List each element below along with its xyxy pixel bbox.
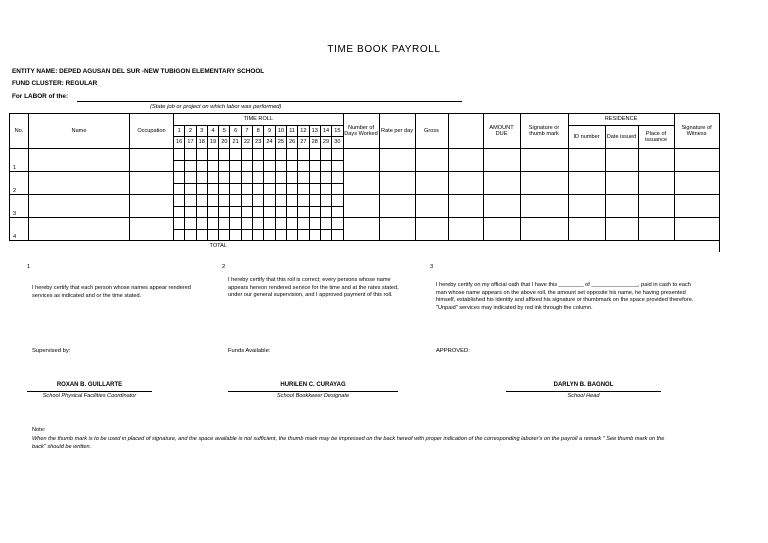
- time-roll-cell[interactable]: [174, 149, 185, 161]
- col-id-number-header: ID number: [568, 126, 605, 149]
- col-amount-due-header: AMOUNT DUE: [483, 114, 520, 149]
- time-roll-cell[interactable]: [196, 172, 207, 184]
- time-roll-cell[interactable]: [298, 183, 309, 195]
- cert-3-signatory: DARLYN B. BAGNOL: [553, 382, 614, 388]
- cert-2-signature-line: [228, 391, 398, 392]
- time-roll-cell[interactable]: [196, 160, 207, 172]
- time-roll-cell[interactable]: [241, 206, 252, 218]
- cert-3-text: I hereby certify on my official oath that I have this ________ of _______________, paid in cash to each man whose name appears on the above roll, the amount set opposite his name, he having presented himself, established his identity and affixed his signature or thumbmark on the space provided therefore. "Unpaid" services may indicated by red ink through the column.: [436, 282, 694, 311]
- total-row: [10, 241, 720, 252]
- time-roll-cell[interactable]: [241, 229, 252, 241]
- day-header-cell: 12: [298, 126, 309, 137]
- time-roll-cell[interactable]: [275, 172, 286, 184]
- note-text: When the thumb mark is to be used in placed of signature, and the space available is not sufficient, the thumb mark may be impressed on the back hereof with proper indication of the corresponding laborer's on the payroll a remark " See thumb mark on the back" should be written.: [32, 436, 665, 450]
- rate-cell[interactable]: [379, 172, 415, 195]
- time-roll-cell[interactable]: [286, 195, 297, 207]
- id-number-cell[interactable]: [568, 172, 605, 195]
- day-header-cell: 18: [196, 137, 207, 149]
- time-roll-cell[interactable]: [253, 172, 264, 184]
- time-roll-cell[interactable]: [253, 183, 264, 195]
- amount-due-cell[interactable]: [483, 149, 520, 172]
- time-roll-cell[interactable]: [230, 183, 241, 195]
- time-roll-cell[interactable]: [320, 160, 331, 172]
- time-roll-cell[interactable]: [320, 172, 331, 184]
- time-roll-cell[interactable]: [241, 195, 252, 207]
- cert-1-position: School Physical Facilities Coordinator: [42, 393, 137, 399]
- days-worked-cell[interactable]: [343, 218, 379, 241]
- time-roll-cell[interactable]: [241, 149, 252, 161]
- time-roll-cell[interactable]: [230, 229, 241, 241]
- cert-3-label: APPROVED:: [436, 348, 470, 354]
- time-roll-cell[interactable]: [298, 206, 309, 218]
- time-roll-cell[interactable]: [219, 149, 230, 161]
- rate-cell[interactable]: [379, 218, 415, 241]
- time-roll-cell[interactable]: [264, 218, 275, 230]
- signature-cell[interactable]: [520, 149, 568, 172]
- gross-cell[interactable]: [415, 218, 448, 241]
- time-roll-header: TIME ROLL: [174, 114, 344, 126]
- time-roll-cell[interactable]: [174, 172, 185, 184]
- time-roll-cell[interactable]: [309, 160, 320, 172]
- rate-cell[interactable]: [379, 149, 415, 172]
- cert-2-position: School Bookkeeer Designate: [276, 393, 350, 399]
- time-roll-cell[interactable]: [196, 206, 207, 218]
- fund-cluster: FUND CLUSTER: REGULAR: [12, 80, 98, 87]
- time-roll-cell[interactable]: [230, 149, 241, 161]
- day-header-cell: 10: [275, 126, 286, 137]
- time-roll-cell[interactable]: [309, 195, 320, 207]
- name-cell[interactable]: [29, 172, 130, 195]
- cert-1-signature-line: [27, 391, 152, 392]
- col-witness-header: Signature of Witness: [674, 114, 719, 149]
- time-roll-cell[interactable]: [230, 195, 241, 207]
- day-header-cell: 19: [207, 137, 218, 149]
- day-header-cell: 28: [309, 137, 320, 149]
- day-header-cell: 20: [219, 137, 230, 149]
- time-roll-cell[interactable]: [207, 160, 218, 172]
- time-roll-cell[interactable]: [253, 195, 264, 207]
- time-roll-cell[interactable]: [332, 206, 343, 218]
- cert-2-text: I hereby certify that this roll is correct; every persons whose name appears hereon rendered service for the time and at the rates stated, under our general supervision, and I approved payment of this roll.: [228, 277, 399, 299]
- name-cell[interactable]: [29, 195, 130, 218]
- page-title: TIME BOOK PAYROLL: [327, 44, 441, 55]
- date-issued-cell[interactable]: [605, 218, 638, 241]
- time-roll-cell[interactable]: [264, 195, 275, 207]
- time-roll-cell[interactable]: [298, 172, 309, 184]
- time-roll-cell[interactable]: [320, 218, 331, 230]
- witness-cell[interactable]: [674, 195, 719, 218]
- time-roll-cell[interactable]: [196, 149, 207, 161]
- cert-2-number: 2: [222, 264, 226, 270]
- time-roll-cell[interactable]: [253, 218, 264, 230]
- place-issuance-cell[interactable]: [638, 149, 674, 172]
- signature-cell[interactable]: [520, 172, 568, 195]
- payroll-table: [9, 113, 720, 252]
- time-roll-cell[interactable]: [264, 149, 275, 161]
- time-roll-cell[interactable]: [196, 183, 207, 195]
- time-roll-cell[interactable]: [309, 206, 320, 218]
- row-number: 1: [10, 149, 29, 172]
- time-roll-cell[interactable]: [320, 195, 331, 207]
- day-header-cell: 8: [253, 126, 264, 137]
- cert-1-text: I hereby certify that each person whose names appear rendered services as indicated and or the time stated.: [32, 285, 191, 299]
- time-roll-cell[interactable]: [332, 195, 343, 207]
- time-roll-cell[interactable]: [230, 218, 241, 230]
- gross-cell[interactable]: [415, 149, 448, 172]
- time-roll-cell[interactable]: [298, 218, 309, 230]
- time-roll-cell[interactable]: [207, 206, 218, 218]
- time-roll-cell[interactable]: [219, 172, 230, 184]
- time-roll-cell[interactable]: [219, 183, 230, 195]
- time-roll-cell[interactable]: [275, 218, 286, 230]
- time-roll-cell[interactable]: [185, 160, 196, 172]
- time-roll-cell[interactable]: [320, 149, 331, 161]
- col-occupation-header: Occupation: [130, 114, 174, 149]
- col-signature-header: Signature or thumb mark: [520, 114, 568, 149]
- day-header-cell: 3: [196, 126, 207, 137]
- residence-header: RESIDENCE: [568, 114, 674, 126]
- time-roll-cell[interactable]: [298, 229, 309, 241]
- time-roll-cell[interactable]: [332, 160, 343, 172]
- time-roll-cell[interactable]: [275, 206, 286, 218]
- table-row: [10, 172, 720, 184]
- time-roll-cell[interactable]: [230, 206, 241, 218]
- days-worked-cell[interactable]: [343, 172, 379, 195]
- time-roll-cell[interactable]: [286, 172, 297, 184]
- day-header-cell: 5: [219, 126, 230, 137]
- place-issuance-cell[interactable]: [638, 218, 674, 241]
- time-roll-cell[interactable]: [219, 229, 230, 241]
- time-roll-cell[interactable]: [174, 183, 185, 195]
- cert-1-signatory: ROXAN B. GUILLARTE: [56, 382, 123, 388]
- col-days-worked-header: Number of Days Worked: [343, 114, 379, 149]
- time-roll-cell[interactable]: [309, 218, 320, 230]
- day-header-cell: 15: [332, 126, 343, 137]
- col-date-issued-header: Date issued: [605, 126, 638, 149]
- time-roll-cell[interactable]: [298, 195, 309, 207]
- time-roll-cell[interactable]: [174, 160, 185, 172]
- table-row: [10, 195, 720, 207]
- time-roll-cell[interactable]: [207, 149, 218, 161]
- time-roll-cell[interactable]: [286, 183, 297, 195]
- time-roll-cell[interactable]: [174, 206, 185, 218]
- days-worked-cell[interactable]: [343, 149, 379, 172]
- time-roll-cell[interactable]: [230, 172, 241, 184]
- entity-name: ENTITY NAME: DEPED AGUSAN DEL SUR -NEW TUBIGON ELEMENTARY SCHOOL: [12, 68, 265, 75]
- id-number-cell[interactable]: [568, 195, 605, 218]
- time-roll-cell[interactable]: [207, 172, 218, 184]
- blank-cell[interactable]: [448, 172, 483, 195]
- col-gross-header: Gross: [415, 114, 448, 149]
- total-label: TOTAL: [10, 241, 720, 252]
- time-roll-cell[interactable]: [219, 160, 230, 172]
- time-roll-cell[interactable]: [241, 183, 252, 195]
- time-roll-cell[interactable]: [241, 172, 252, 184]
- time-roll-cell[interactable]: [298, 160, 309, 172]
- time-roll-cell[interactable]: [309, 172, 320, 184]
- time-roll-cell[interactable]: [185, 172, 196, 184]
- time-roll-cell[interactable]: [264, 160, 275, 172]
- time-roll-cell[interactable]: [207, 183, 218, 195]
- signature-cell[interactable]: [520, 195, 568, 218]
- time-roll-cell[interactable]: [275, 195, 286, 207]
- id-number-cell[interactable]: [568, 149, 605, 172]
- time-roll-cell[interactable]: [230, 160, 241, 172]
- time-roll-cell[interactable]: [275, 149, 286, 161]
- time-roll-cell[interactable]: [185, 149, 196, 161]
- blank-cell[interactable]: [448, 218, 483, 241]
- date-issued-cell[interactable]: [605, 149, 638, 172]
- time-roll-cell[interactable]: [332, 229, 343, 241]
- gross-cell[interactable]: [415, 172, 448, 195]
- col-name-header: Name: [29, 114, 130, 149]
- place-issuance-cell[interactable]: [638, 195, 674, 218]
- day-header-cell: 25: [275, 137, 286, 149]
- time-roll-cell[interactable]: [286, 206, 297, 218]
- time-roll-cell[interactable]: [253, 229, 264, 241]
- time-roll-cell[interactable]: [185, 206, 196, 218]
- day-header-cell: 26: [286, 137, 297, 149]
- labor-for-label: For LABOR of the:: [12, 93, 69, 100]
- col-no-header: No.: [10, 114, 29, 149]
- cert-3-signature-line: [506, 391, 661, 392]
- time-roll-cell[interactable]: [253, 149, 264, 161]
- time-roll-cell[interactable]: [332, 172, 343, 184]
- witness-cell[interactable]: [674, 172, 719, 195]
- day-header-cell: 27: [298, 137, 309, 149]
- time-roll-cell[interactable]: [219, 218, 230, 230]
- day-header-cell: 13: [309, 126, 320, 137]
- day-header-cell: 14: [320, 126, 331, 137]
- time-roll-cell[interactable]: [264, 229, 275, 241]
- row-number: 4: [10, 218, 29, 241]
- col-place-issuance-header: Place of issuance: [638, 126, 674, 149]
- time-roll-cell[interactable]: [320, 183, 331, 195]
- time-roll-cell[interactable]: [207, 229, 218, 241]
- blank-cell[interactable]: [448, 195, 483, 218]
- date-issued-cell[interactable]: [605, 172, 638, 195]
- occupation-cell[interactable]: [130, 218, 174, 241]
- time-roll-cell[interactable]: [196, 195, 207, 207]
- time-roll-cell[interactable]: [286, 229, 297, 241]
- time-roll-cell[interactable]: [207, 218, 218, 230]
- time-roll-cell[interactable]: [219, 195, 230, 207]
- occupation-cell[interactable]: [130, 195, 174, 218]
- time-roll-cell[interactable]: [275, 183, 286, 195]
- time-roll-cell[interactable]: [275, 229, 286, 241]
- note-label: Note:: [32, 427, 46, 433]
- day-header-cell: 6: [230, 126, 241, 137]
- time-roll-cell[interactable]: [185, 229, 196, 241]
- time-roll-cell[interactable]: [286, 160, 297, 172]
- gross-cell[interactable]: [415, 195, 448, 218]
- amount-due-cell[interactable]: [483, 172, 520, 195]
- time-roll-cell[interactable]: [286, 149, 297, 161]
- day-header-cell: 16: [174, 137, 185, 149]
- date-issued-cell[interactable]: [605, 195, 638, 218]
- time-roll-cell[interactable]: [264, 183, 275, 195]
- time-roll-cell[interactable]: [219, 206, 230, 218]
- day-header-cell: 11: [286, 126, 297, 137]
- time-roll-cell[interactable]: [185, 218, 196, 230]
- time-roll-cell[interactable]: [174, 195, 185, 207]
- col-blank-header: [448, 114, 483, 149]
- day-header-cell: 23: [253, 137, 264, 149]
- time-roll-cell[interactable]: [185, 183, 196, 195]
- amount-due-cell[interactable]: [483, 195, 520, 218]
- day-header-cell: 7: [241, 126, 252, 137]
- header-row-1: [10, 114, 720, 126]
- witness-cell[interactable]: [674, 218, 719, 241]
- time-roll-cell[interactable]: [174, 218, 185, 230]
- id-number-cell[interactable]: [568, 218, 605, 241]
- blank-cell[interactable]: [448, 149, 483, 172]
- time-roll-cell[interactable]: [332, 183, 343, 195]
- time-roll-cell[interactable]: [196, 218, 207, 230]
- day-header-cell: 17: [185, 137, 196, 149]
- day-header-cell: 29: [320, 137, 331, 149]
- rate-cell[interactable]: [379, 195, 415, 218]
- time-roll-cell[interactable]: [264, 206, 275, 218]
- time-roll-cell[interactable]: [253, 206, 264, 218]
- time-roll-cell[interactable]: [309, 229, 320, 241]
- day-header-cell: 2: [185, 126, 196, 137]
- time-roll-cell[interactable]: [320, 229, 331, 241]
- day-header-cell: 24: [264, 137, 275, 149]
- time-roll-cell[interactable]: [253, 160, 264, 172]
- day-header-cell: 1: [174, 126, 185, 137]
- name-cell[interactable]: [29, 218, 130, 241]
- days-worked-cell[interactable]: [343, 195, 379, 218]
- witness-cell[interactable]: [674, 149, 719, 172]
- time-roll-cell[interactable]: [332, 218, 343, 230]
- time-roll-cell[interactable]: [309, 183, 320, 195]
- time-roll-cell[interactable]: [332, 149, 343, 161]
- time-roll-cell[interactable]: [207, 195, 218, 207]
- signature-cell[interactable]: [520, 218, 568, 241]
- row-number: 2: [10, 172, 29, 195]
- place-issuance-cell[interactable]: [638, 172, 674, 195]
- table-row: [10, 149, 720, 161]
- time-roll-cell[interactable]: [174, 229, 185, 241]
- time-roll-cell[interactable]: [196, 229, 207, 241]
- cert-1-label: Supervised by:: [32, 348, 71, 354]
- day-header-cell: 9: [264, 126, 275, 137]
- state-job-note: (State job or project on which labor was performed): [150, 104, 282, 110]
- time-roll-cell[interactable]: [185, 195, 196, 207]
- time-roll-cell[interactable]: [275, 160, 286, 172]
- labor-for-line: [77, 101, 462, 102]
- time-roll-cell[interactable]: [241, 218, 252, 230]
- day-header-cell: 4: [207, 126, 218, 137]
- time-roll-cell[interactable]: [298, 149, 309, 161]
- time-roll-cell[interactable]: [241, 160, 252, 172]
- row-number: 3: [10, 195, 29, 218]
- time-roll-cell[interactable]: [264, 172, 275, 184]
- day-header-cell: 30: [332, 137, 343, 149]
- time-roll-cell[interactable]: [286, 218, 297, 230]
- cert-2-signatory: HURILEN C. CURAYAG: [280, 382, 346, 388]
- cert-1-number: 1: [27, 264, 31, 270]
- name-cell[interactable]: [29, 149, 130, 172]
- day-header-cell: 21: [230, 137, 241, 149]
- table-row: [10, 218, 720, 230]
- day-header-cell: 22: [241, 137, 252, 149]
- occupation-cell[interactable]: [130, 172, 174, 195]
- time-roll-cell[interactable]: [309, 149, 320, 161]
- occupation-cell[interactable]: [130, 149, 174, 172]
- cert-3-position: School Head: [567, 393, 600, 399]
- col-rate-header: Rate per day: [379, 114, 415, 149]
- cert-3-number: 3: [430, 264, 434, 270]
- amount-due-cell[interactable]: [483, 218, 520, 241]
- cert-2-label: Funds Available:: [228, 348, 271, 354]
- time-roll-cell[interactable]: [320, 206, 331, 218]
